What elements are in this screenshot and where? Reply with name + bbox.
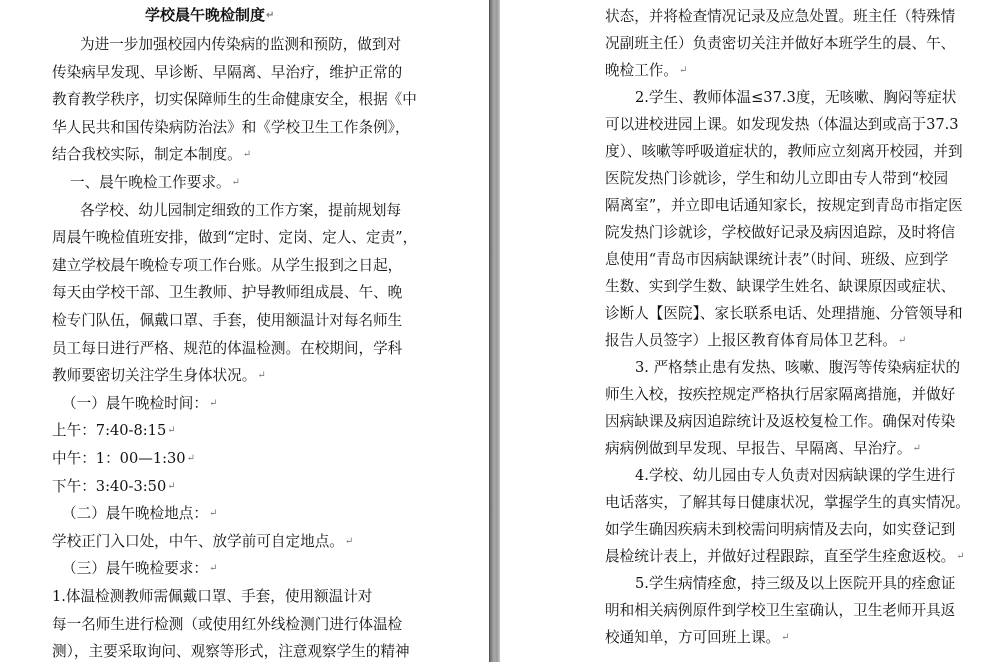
text-line bbox=[52, 584, 372, 610]
line-text: 院发热门诊就诊，学校做好记录及病因追踪，及时将信 bbox=[605, 224, 956, 241]
paragraph-mark-icon: ↵ bbox=[208, 508, 218, 520]
text-line bbox=[62, 391, 217, 417]
line-text: 一、晨午晚检工作要求。 bbox=[70, 174, 231, 191]
paragraph-mark-icon: ↵ bbox=[912, 443, 921, 454]
left-page bbox=[0, 0, 490, 662]
text-line bbox=[605, 409, 955, 435]
right-page bbox=[500, 0, 1000, 662]
line-text: 况副班主任）负责密切关注并做好本班学生的晨、午、 bbox=[605, 35, 956, 52]
text-line bbox=[52, 280, 402, 306]
text-line bbox=[80, 198, 401, 224]
page-gutter bbox=[490, 0, 500, 662]
text-line bbox=[605, 490, 970, 516]
paragraph-mark-icon: ↵ bbox=[186, 453, 195, 464]
text-line bbox=[605, 274, 955, 300]
line-text: 医院发热门诊就诊，学生和幼儿立即由专人带到“校园 bbox=[605, 170, 949, 187]
paragraph-mark-icon: ↵ bbox=[167, 480, 176, 492]
line-text: 华人民共和国传染病防治法》和《学校卫生工作条例》， bbox=[52, 118, 410, 136]
line-text: 校通知单，方可回班上课。 bbox=[605, 629, 781, 646]
text-line bbox=[605, 139, 963, 165]
text-line bbox=[80, 32, 401, 58]
text-line bbox=[605, 544, 965, 570]
line-text: 明和相关病例原件到学校卫生室确认，卫生老师开具返 bbox=[605, 602, 956, 619]
text-line bbox=[635, 355, 960, 381]
line-text: 检专门队伍，佩戴口罩、手套，使用额温计对每名师生 bbox=[52, 312, 403, 329]
paragraph-mark-icon: ↵ bbox=[344, 535, 354, 547]
text-line bbox=[605, 112, 959, 138]
text-line bbox=[52, 142, 251, 168]
text-line bbox=[62, 556, 217, 582]
paragraph-mark-icon: ↵ bbox=[208, 397, 218, 409]
line-text: 各学校、幼儿园制定细致的工作方案，提前规划每 bbox=[80, 201, 402, 219]
text-line bbox=[52, 60, 402, 86]
paragraph-mark-icon: ↵ bbox=[208, 563, 218, 575]
line-text: 电话落实，了解其每日健康状况，掌握学生的真实情况。 bbox=[605, 494, 970, 511]
text-line bbox=[605, 382, 955, 408]
line-text: 可以进校进园上课。如发现发热（体温达到或高于37.3 bbox=[605, 116, 959, 133]
line-text: 下午：3:40-3:50 bbox=[52, 477, 167, 495]
line-text: 如学生确因疾病未到校需问明病情及去向，如实登记到 bbox=[605, 521, 956, 538]
document-title: 学校晨午晚检制度↵ bbox=[145, 6, 275, 24]
text-line bbox=[635, 571, 955, 597]
paragraph-mark-icon: ↵ bbox=[897, 335, 907, 346]
line-text: 教育教学秩序，切实保障师生的生命健康安全，根据《中 bbox=[52, 91, 417, 109]
line-text: 教师要密切关注学生身体状况。 bbox=[52, 367, 257, 385]
text-line bbox=[52, 363, 266, 389]
line-text: 4.学校、幼儿园由专人负责对因病缺课的学生进行 bbox=[635, 467, 956, 484]
line-text: 因病缺课及病因追踪统计及返校复检工作。确保对传染 bbox=[605, 413, 956, 430]
text-line bbox=[52, 225, 417, 251]
text-line bbox=[605, 625, 790, 651]
line-text: 3. 严格禁止患有发热、咳嗽、腹泻等传染病症状的 bbox=[635, 359, 961, 376]
paragraph-mark-icon: ↵ bbox=[257, 370, 266, 382]
paragraph-mark-icon: ↵ bbox=[167, 425, 176, 437]
line-text: 为进一步加强校园内传染病的监测和预防，做到对 bbox=[80, 36, 402, 53]
paragraph-mark-icon: ↵ bbox=[781, 632, 790, 643]
text-line bbox=[52, 474, 176, 500]
line-text: 学校正门入口处，中午、放学前可自定地点。 bbox=[52, 532, 344, 550]
line-text: （二）晨午晚检地点： bbox=[62, 505, 208, 523]
text-line bbox=[605, 166, 948, 192]
line-text: 晚检工作。 bbox=[605, 62, 678, 79]
text-line bbox=[52, 87, 417, 113]
text-line bbox=[635, 463, 955, 489]
line-text: 中午：1：00—1:30 bbox=[52, 450, 186, 467]
text-line bbox=[605, 517, 955, 543]
text-line bbox=[605, 598, 955, 624]
line-text: 传染病早发现、早诊断、早隔离、早治疗，维护正常的 bbox=[52, 63, 403, 81]
paragraph-mark-icon: ↵ bbox=[242, 149, 252, 161]
line-text: 晨检统计表上，并做好过程跟踪，直至学生痊愈返校。 bbox=[605, 548, 956, 565]
text-line bbox=[52, 529, 353, 555]
text-line bbox=[52, 612, 402, 638]
text-line bbox=[52, 446, 195, 472]
line-text: 员工每日进行严格、规范的体温检测。在校期间，学科 bbox=[52, 339, 403, 357]
paragraph-mark-icon: ↵ bbox=[956, 551, 965, 562]
line-text: 度）、咳嗽等呼吸道症状的，教师应立刻离开校园，并到 bbox=[605, 143, 963, 160]
line-text: （一）晨午晚检时间： bbox=[62, 394, 208, 412]
text-line bbox=[605, 301, 963, 327]
text-line bbox=[605, 4, 955, 30]
line-text: 息使用“青岛市因病缺课统计表”（时间、班级、应到学 bbox=[605, 251, 949, 268]
line-text: 报告人员签字）上报区教育体育局体卫艺科。 bbox=[605, 332, 897, 349]
line-text: 每天由学校干部、卫生教师、护导教师组成晨、午、晚 bbox=[52, 284, 403, 302]
text-line bbox=[605, 220, 955, 246]
text-line bbox=[605, 328, 906, 354]
text-line bbox=[52, 336, 402, 362]
text-line bbox=[52, 308, 402, 334]
line-text: 病病例做到早发现、早报告、早隔离、早治疗。 bbox=[605, 440, 912, 457]
text-line bbox=[52, 418, 176, 444]
text-line bbox=[605, 58, 687, 84]
line-text: 师生入校，按疾控规定严格执行居家隔离措施，并做好 bbox=[605, 386, 956, 403]
line-text: （三）晨午晚检要求： bbox=[62, 560, 208, 578]
line-text: 1.体温检测教师需佩戴口罩、手套，使用额温计对 bbox=[52, 588, 373, 605]
text-line bbox=[52, 115, 410, 141]
text-line bbox=[62, 501, 217, 527]
line-text: 建立学校晨午晚检专项工作台账。从学生报到之日起， bbox=[52, 256, 403, 274]
text-line bbox=[52, 639, 410, 662]
line-text: 状态，并将检查情况记录及应急处置。班主任（特殊情 bbox=[605, 8, 956, 25]
line-text: 诊断人【医院】、家长联系电话、处理措施、分管领导和 bbox=[605, 305, 963, 322]
line-text: 2.学生、教师体温≤37.3度，无咳嗽、胸闷等症状 bbox=[635, 89, 957, 106]
line-text: 5.学生病情痊愈，持三级及以上医院开具的痊愈证 bbox=[635, 575, 956, 592]
line-text: 生数、实到学生数、缺课学生姓名、缺课原因或症状、 bbox=[605, 278, 956, 295]
line-text: 测），主要采取询问、观察等形式，注意观察学生的精神 bbox=[52, 643, 410, 661]
text-line bbox=[605, 31, 955, 57]
line-text: 上午：7:40-8:15 bbox=[52, 422, 167, 440]
text-line bbox=[605, 193, 963, 219]
line-text: 周晨午晚检值班安排，做到“定时、定岗、定人、定责”， bbox=[52, 229, 418, 247]
line-text: 结合我校实际，制定本制度。 bbox=[52, 146, 242, 164]
line-text: 隔离室”，并立即电话通知家长，按规定到青岛市指定医 bbox=[605, 197, 963, 214]
text-line bbox=[70, 170, 240, 196]
text-line bbox=[605, 436, 921, 462]
text-line bbox=[52, 253, 402, 279]
paragraph-mark-icon: ↵ bbox=[231, 177, 240, 188]
paragraph-mark-icon: ↵ bbox=[678, 65, 688, 76]
text-line bbox=[635, 85, 956, 111]
text-line bbox=[605, 247, 948, 273]
line-text: 每一名师生进行检测（或使用红外线检测门进行体温检 bbox=[52, 615, 403, 633]
